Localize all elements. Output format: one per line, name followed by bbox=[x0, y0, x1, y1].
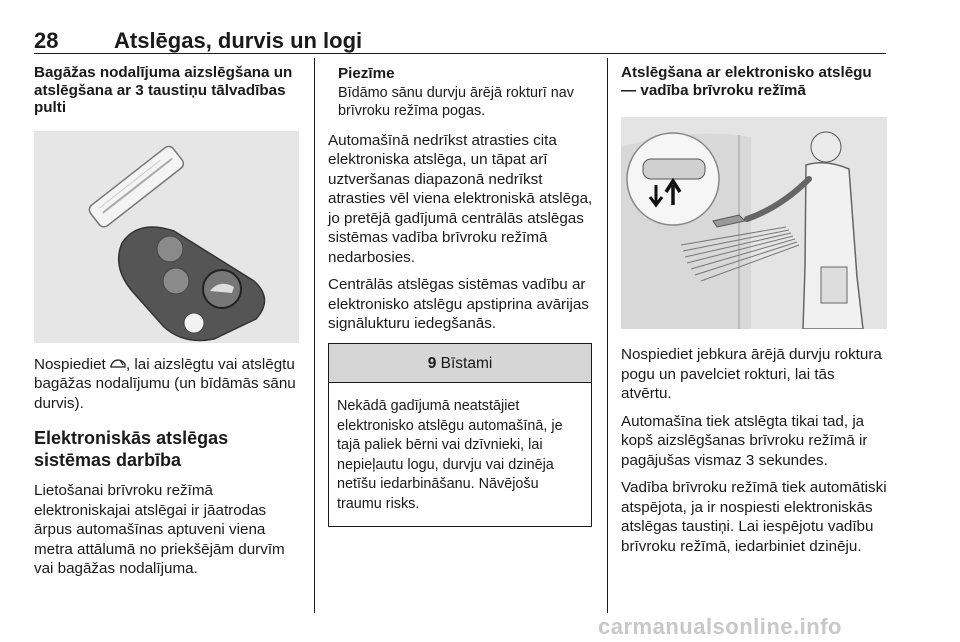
page-number: 28 bbox=[34, 28, 59, 53]
page-header bbox=[34, 24, 886, 56]
warning-title: Bīstami bbox=[440, 354, 493, 372]
section-heading: Elektroniskās atslēgas sistēmas darbība bbox=[34, 428, 229, 470]
note-text: Bīdāmo sānu durvju ārējā rokturī nav brīvroku režīma pogas. bbox=[338, 84, 574, 119]
trunk-button-icon bbox=[110, 356, 126, 368]
column-divider-1 bbox=[314, 58, 315, 613]
handsfree-heading: Atslēgšana ar elektronisko atslēgu — vadība brīvroku režīmā bbox=[621, 64, 872, 99]
warning-box bbox=[328, 343, 592, 528]
column-3 bbox=[621, 64, 889, 556]
page-title: Atslēgas, durvis un logi bbox=[114, 28, 363, 53]
remote-instruction: Nospiediet , lai aizslēgtu vai atslēgtu bagāžas nodalījumu (un bīdāmās sānu durvis). bbox=[34, 355, 296, 412]
paragraph-1: Nospiediet jebkura ārējā durvju roktura pogu un pavelciet rokturi, lai tās atvērtu. bbox=[621, 346, 882, 402]
column-1 bbox=[34, 64, 302, 579]
watermark: carmanualsonline.info bbox=[598, 614, 842, 639]
warning-icon: 9 bbox=[427, 354, 437, 372]
paragraph-1: Automašīnā nedrīkst atrasties cita elektroniska atslēga, un tāpat arī uztveršanas diapazonā nedrīkst atrasties vēl viena elektroniskā atslēga, jo pretējā gadījumā centrālās atslēgas sistēmas vadība brīvroku režīmā nedarbosies. bbox=[328, 131, 593, 266]
header-rule bbox=[34, 53, 886, 54]
paragraph-2: Automašīna tiek atslēgta tikai tad, ja kopš aizslēgšanas brīvroku režīmā ir pagājušas vismaz 3 sekundes. bbox=[621, 412, 868, 469]
column-2 bbox=[328, 64, 598, 527]
warning-header bbox=[329, 344, 591, 384]
handsfree-unlock-illustration bbox=[621, 117, 887, 329]
warning-text: Nekādā gadījumā neatstājiet elektronisko atslēgu automašīnā, je tajā paliek bērni vai dzīvnieki, lai nepieļautu logu, durvju vai dzinēja netīšu iedarbināšanu. Nāvējošu traumu risks. bbox=[337, 398, 563, 512]
remote-key-illustration bbox=[34, 131, 299, 343]
paragraph-3: Vadība brīvroku režīmā tiek automātiski atspējota, ja ir nospiesti elektroniskās atslēgas taustiņi. Lai iespējotu vadību brīvroku režīmā, iedarbiniet dzinēju. bbox=[621, 479, 887, 555]
remote-heading: Bagāžas nodalījuma aizslēgšana un atslēgšana ar 3 taustiņu tālvadības pulti bbox=[34, 64, 293, 116]
note-heading: Piezīme bbox=[338, 65, 395, 82]
column-divider-2 bbox=[607, 58, 608, 613]
paragraph-2: Centrālās atslēgas sistēmas vadību ar elektronisko atslēgu apstiprina avārijas signālukturu iedegšanās. bbox=[328, 276, 589, 332]
section-text: Lietošanai brīvroku režīmā elektroniskajai atslēgai ir jāatrodas ārpus automašīnas aptuveni viena metra attālumā no priekšējām durvīm vai bagāžas nodalījuma. bbox=[34, 482, 285, 577]
